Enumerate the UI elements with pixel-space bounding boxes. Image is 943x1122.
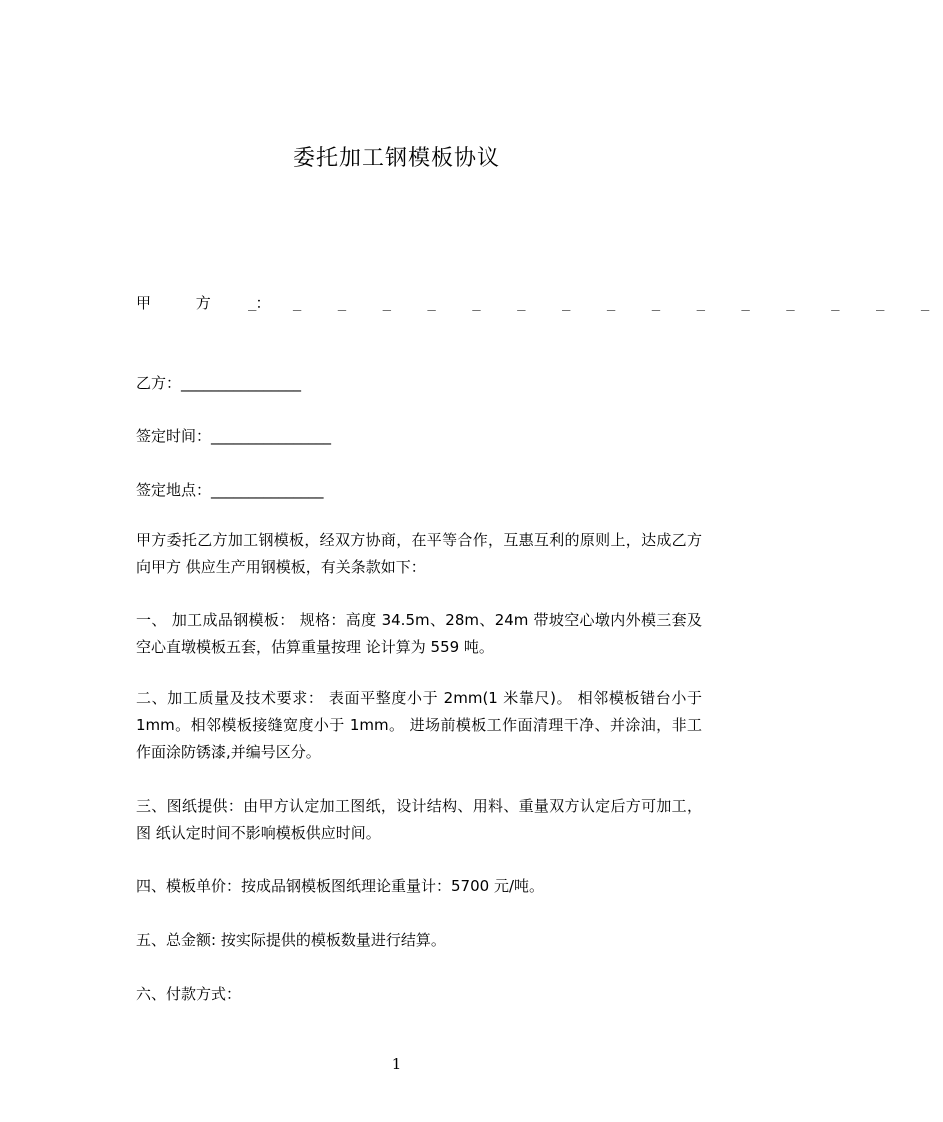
clause-4 [104,873,702,900]
clause-4-text: 四、模板单价：按成品钢模板图纸理论重量计：5700 元/吨。 [136,877,544,895]
clause-2-text: 二、加工质量及技术要求： 表面平整度小于 2mm(1 米靠尺)。 相邻模板错台小于 1mm。相邻模板接缝宽度小于 1mm。 进场前模板工作面清理干净、并涂油，非工作面涂防锈漆,并编号区分。 [136,689,702,761]
clause-5 [104,927,702,954]
sign-place-line: 签定地点：_______________ [136,481,324,499]
clause-6 [104,981,702,1008]
intro-text: 甲方委托乙方加工钢模板，经双方协商，在平等合作，互惠互利的原则上，达成乙方向甲方 供应生产用钢模板，有关条款如下： [136,531,702,576]
party-b-line: 乙方：________________ [136,374,302,392]
party-a-label: 甲 方 ： [136,294,291,312]
sign-time-line: 签定时间：________________ [136,427,332,445]
party-a-line [136,293,943,313]
clause-3-text: 三、图纸提供：由甲方认定加工图纸，设计结构、用料、重量双方认定后方可加工，图 纸认定时间不影响模板供应时间。 [136,797,702,842]
intro-paragraph [104,527,702,581]
page-number: 1 [391,1055,402,1073]
clause-1-text: 一、 加工成品钢模板： 规格：高度 34.5m、28m、24m 带坡空心墩内外模三套及空心直墩模板五套，估算重量按理 论计算为 559 吨。 [136,611,702,656]
document-title: 委托加工钢模板协议 [292,146,500,171]
clause-1 [104,607,702,661]
clause-3 [104,793,702,847]
clause-5-text: 五、总金额: 按实际提供的模板数量进行结算。 [136,931,446,949]
clause-6-text: 六、付款方式： [136,985,242,1003]
party-a-blank: _ _ _ _ _ _ _ _ _ _ _ _ _ _ _ _ [248,295,943,311]
clause-2 [104,685,702,766]
